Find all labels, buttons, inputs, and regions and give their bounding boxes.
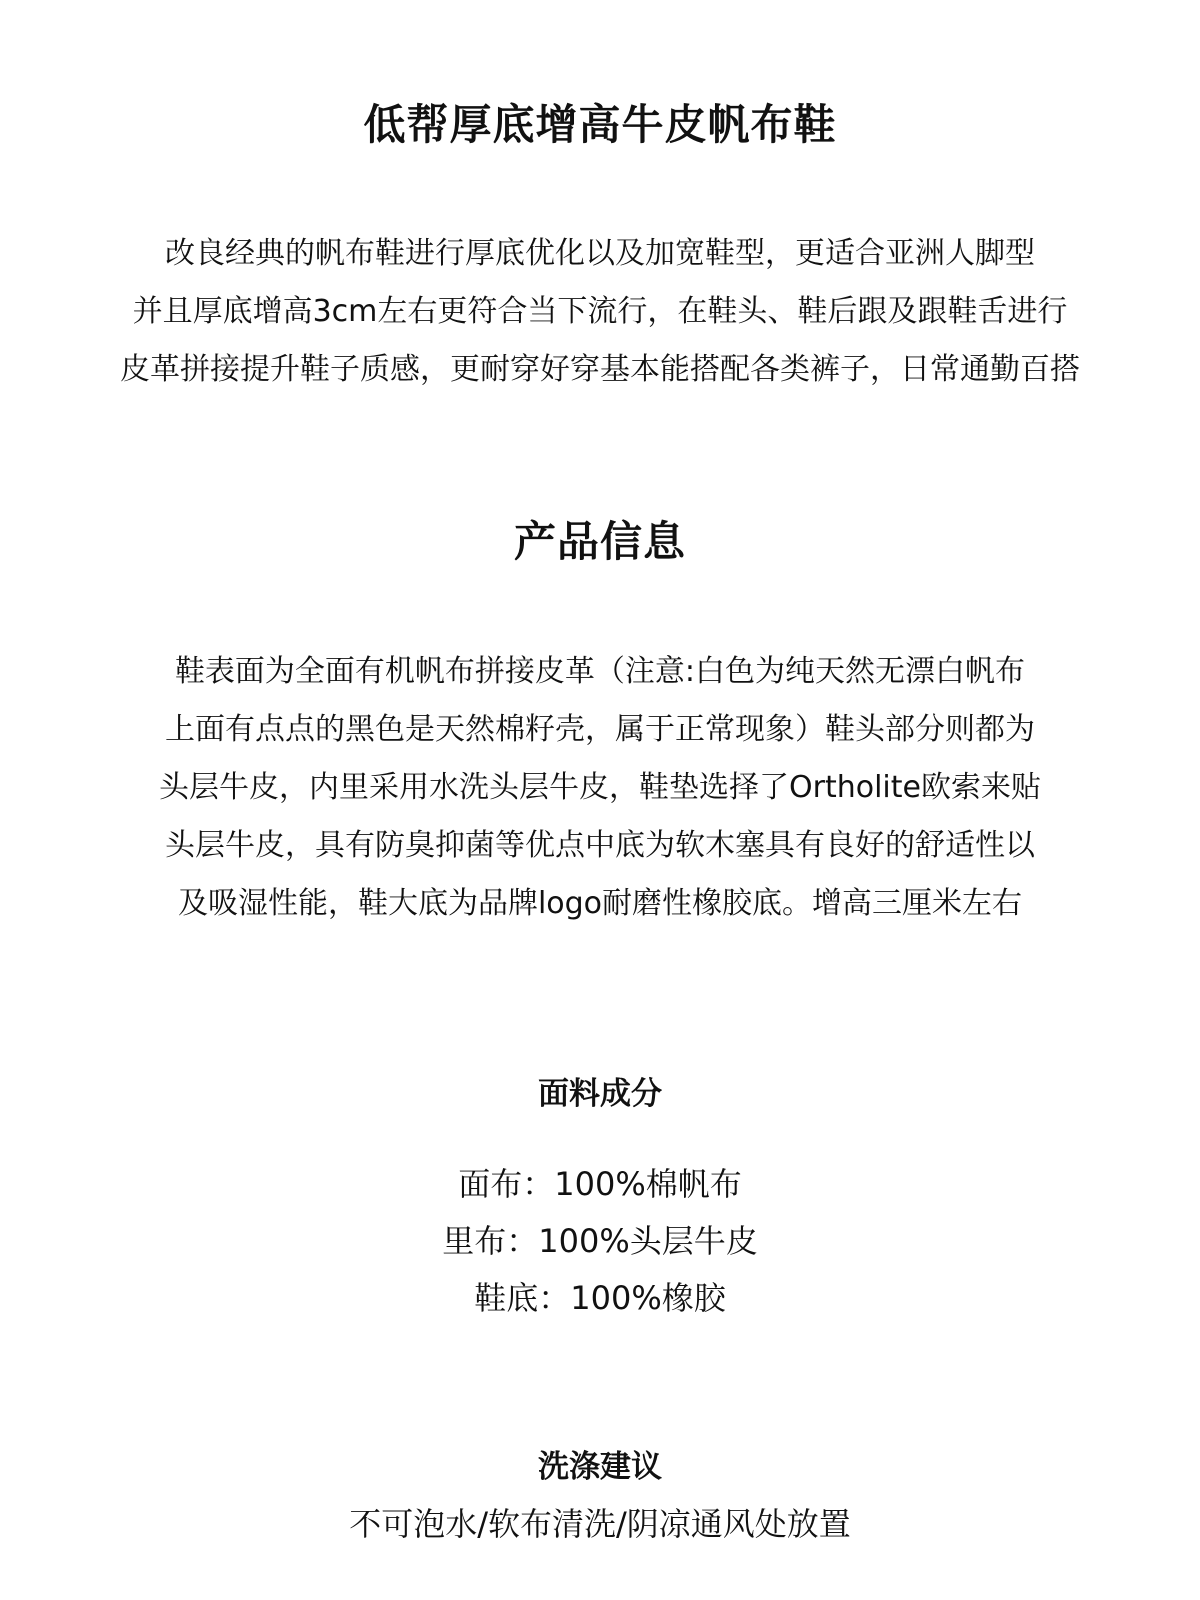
material-item: 面布：100%棉帆布 <box>458 1165 742 1203</box>
care-instructions: 不可泡水/软布清洗/阴凉通风处放置 <box>349 1505 851 1543</box>
material-item: 鞋底：100%橡胶 <box>474 1279 726 1317</box>
product-info-paragraph <box>0 652 1200 924</box>
product-info-line: 头层牛皮，内里采用水洗头层牛皮，鞋垫选择了Ortholite欧索来贴 <box>159 770 1041 805</box>
product-info-heading: 产品信息 <box>513 517 686 566</box>
product-info-line: 及吸湿性能，鞋大底为品牌logo耐磨性橡胶底。增高三厘米左右 <box>177 886 1023 921</box>
product-info-line: 鞋表面为全面有机帆布拼接皮革（注意:白色为纯天然无漂白帆布 <box>174 654 1026 689</box>
intro-line: 皮革拼接提升鞋子质感，更耐穿好穿基本能搭配各类裤子，日常通勤百搭 <box>120 352 1080 387</box>
care-heading: 洗涤建议 <box>538 1449 662 1485</box>
intro-line: 改良经典的帆布鞋进行厚底优化以及加宽鞋型，更适合亚洲人脚型 <box>165 236 1035 271</box>
material-item: 里布：100%头层牛皮 <box>442 1222 758 1260</box>
materials-list <box>0 1162 1200 1320</box>
materials-heading: 面料成分 <box>538 1076 662 1112</box>
product-info-line: 头层牛皮，具有防臭抑菌等优点中底为软木塞具有良好的舒适性以 <box>165 828 1035 863</box>
intro-line: 并且厚底增高3cm左右更符合当下流行，在鞋头、鞋后跟及跟鞋舌进行 <box>132 294 1068 329</box>
intro-paragraph <box>0 234 1200 390</box>
product-title: 低帮厚底增高牛皮帆布鞋 <box>363 100 837 149</box>
product-info-line: 上面有点点的黑色是天然棉籽壳，属于正常现象）鞋头部分则都为 <box>165 712 1035 747</box>
